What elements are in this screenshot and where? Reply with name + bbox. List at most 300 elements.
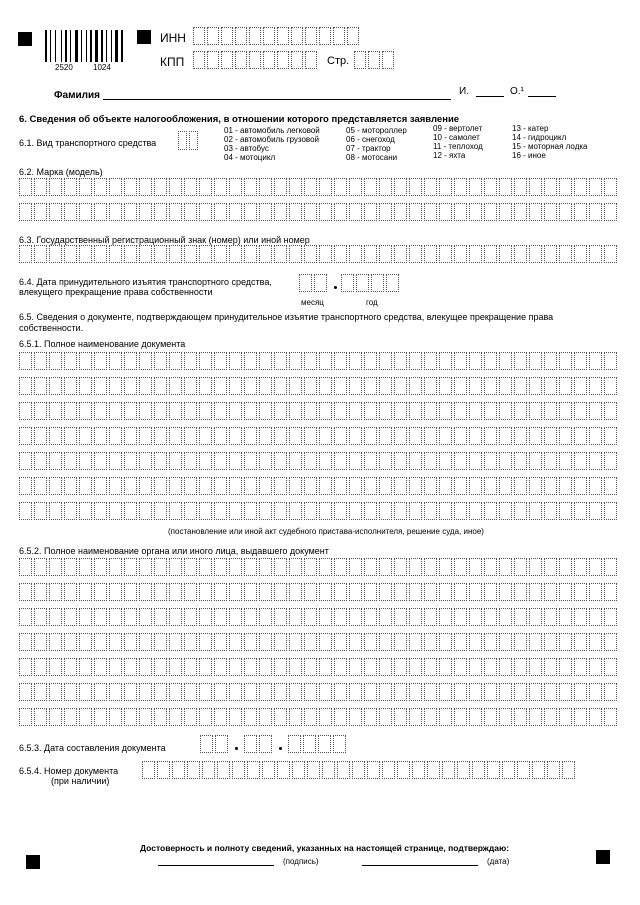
char-cell[interactable] xyxy=(544,352,557,370)
char-cell[interactable] xyxy=(154,633,167,651)
char-cell[interactable] xyxy=(184,402,197,420)
char-cell[interactable] xyxy=(274,683,287,701)
char-cell[interactable] xyxy=(454,245,467,263)
char-cell[interactable] xyxy=(288,735,301,753)
char-cell[interactable] xyxy=(439,452,452,470)
char-cell[interactable] xyxy=(409,245,422,263)
char-cell[interactable] xyxy=(544,502,557,520)
char-cell[interactable] xyxy=(49,352,62,370)
char-cell[interactable] xyxy=(221,51,233,69)
char-cell[interactable] xyxy=(109,502,122,520)
char-cell[interactable] xyxy=(349,452,362,470)
char-cell[interactable] xyxy=(409,658,422,676)
char-cell[interactable] xyxy=(139,377,152,395)
char-cell[interactable] xyxy=(544,203,557,221)
char-cell[interactable] xyxy=(184,608,197,626)
char-cell[interactable] xyxy=(289,708,302,726)
char-cell[interactable] xyxy=(394,608,407,626)
char-cell[interactable] xyxy=(347,27,359,45)
char-cell[interactable] xyxy=(289,178,302,196)
char-cell[interactable] xyxy=(334,558,347,576)
char-cell[interactable] xyxy=(274,245,287,263)
char-cell[interactable] xyxy=(394,558,407,576)
char-cell[interactable] xyxy=(259,477,272,495)
char-cell[interactable] xyxy=(364,502,377,520)
char-cell[interactable] xyxy=(214,427,227,445)
char-cell[interactable] xyxy=(289,608,302,626)
char-cell[interactable] xyxy=(499,427,512,445)
char-cell[interactable] xyxy=(139,477,152,495)
char-cell[interactable] xyxy=(154,427,167,445)
char-cell[interactable] xyxy=(394,708,407,726)
char-cell[interactable] xyxy=(124,683,137,701)
char-cell[interactable] xyxy=(532,761,545,779)
char-cell[interactable] xyxy=(19,683,32,701)
char-cell[interactable] xyxy=(319,178,332,196)
char-cell[interactable] xyxy=(274,178,287,196)
char-cell[interactable] xyxy=(529,427,542,445)
char-cell[interactable] xyxy=(49,583,62,601)
char-cell[interactable] xyxy=(409,477,422,495)
char-cell[interactable] xyxy=(262,761,275,779)
char-cell[interactable] xyxy=(139,658,152,676)
char-cell[interactable] xyxy=(349,558,362,576)
char-cell[interactable] xyxy=(34,558,47,576)
char-cell[interactable] xyxy=(424,608,437,626)
char-cell[interactable] xyxy=(529,583,542,601)
char-cell[interactable] xyxy=(94,427,107,445)
char-cell[interactable] xyxy=(356,274,369,292)
char-cell[interactable] xyxy=(199,377,212,395)
char-cell[interactable] xyxy=(199,452,212,470)
char-cell[interactable] xyxy=(604,633,617,651)
char-cell[interactable] xyxy=(319,203,332,221)
char-cell[interactable] xyxy=(244,452,257,470)
char-cell[interactable] xyxy=(244,683,257,701)
char-cell[interactable] xyxy=(319,608,332,626)
char-cell[interactable] xyxy=(334,452,347,470)
char-cell[interactable] xyxy=(439,558,452,576)
char-cell[interactable] xyxy=(169,558,182,576)
char-cell[interactable] xyxy=(124,477,137,495)
char-cell[interactable] xyxy=(79,203,92,221)
char-cell[interactable] xyxy=(229,427,242,445)
char-cell[interactable] xyxy=(334,658,347,676)
vehicle-type-field[interactable] xyxy=(178,131,198,150)
char-cell[interactable] xyxy=(154,708,167,726)
char-cell[interactable] xyxy=(559,658,572,676)
char-cell[interactable] xyxy=(34,452,47,470)
seizure-year-field[interactable] xyxy=(341,274,399,292)
char-cell[interactable] xyxy=(424,203,437,221)
char-cell[interactable] xyxy=(124,502,137,520)
char-cell[interactable] xyxy=(529,452,542,470)
char-cell[interactable] xyxy=(349,427,362,445)
char-cell[interactable] xyxy=(499,583,512,601)
doc-name-field-row-7[interactable] xyxy=(19,502,617,520)
char-cell[interactable] xyxy=(229,708,242,726)
char-cell[interactable] xyxy=(514,502,527,520)
char-cell[interactable] xyxy=(207,51,219,69)
char-cell[interactable] xyxy=(214,633,227,651)
char-cell[interactable] xyxy=(349,658,362,676)
char-cell[interactable] xyxy=(439,708,452,726)
char-cell[interactable] xyxy=(229,502,242,520)
char-cell[interactable] xyxy=(94,633,107,651)
char-cell[interactable] xyxy=(454,608,467,626)
char-cell[interactable] xyxy=(49,608,62,626)
char-cell[interactable] xyxy=(589,583,602,601)
char-cell[interactable] xyxy=(529,352,542,370)
char-cell[interactable] xyxy=(364,178,377,196)
char-cell[interactable] xyxy=(259,377,272,395)
char-cell[interactable] xyxy=(364,708,377,726)
char-cell[interactable] xyxy=(139,203,152,221)
char-cell[interactable] xyxy=(184,245,197,263)
char-cell[interactable] xyxy=(34,633,47,651)
char-cell[interactable] xyxy=(184,633,197,651)
char-cell[interactable] xyxy=(34,683,47,701)
char-cell[interactable] xyxy=(259,633,272,651)
char-cell[interactable] xyxy=(514,633,527,651)
char-cell[interactable] xyxy=(364,452,377,470)
char-cell[interactable] xyxy=(319,477,332,495)
char-cell[interactable] xyxy=(19,427,32,445)
char-cell[interactable] xyxy=(154,658,167,676)
char-cell[interactable] xyxy=(409,633,422,651)
char-cell[interactable] xyxy=(244,477,257,495)
char-cell[interactable] xyxy=(19,245,32,263)
char-cell[interactable] xyxy=(249,51,261,69)
doc-name-field-row-1[interactable] xyxy=(19,352,617,370)
char-cell[interactable] xyxy=(334,683,347,701)
char-cell[interactable] xyxy=(109,203,122,221)
char-cell[interactable] xyxy=(215,735,228,753)
char-cell[interactable] xyxy=(94,583,107,601)
char-cell[interactable] xyxy=(94,402,107,420)
char-cell[interactable] xyxy=(379,245,392,263)
char-cell[interactable] xyxy=(109,427,122,445)
char-cell[interactable] xyxy=(274,402,287,420)
char-cell[interactable] xyxy=(514,683,527,701)
char-cell[interactable] xyxy=(79,452,92,470)
char-cell[interactable] xyxy=(139,502,152,520)
char-cell[interactable] xyxy=(371,274,384,292)
char-cell[interactable] xyxy=(604,502,617,520)
char-cell[interactable] xyxy=(499,502,512,520)
char-cell[interactable] xyxy=(19,352,32,370)
char-cell[interactable] xyxy=(394,377,407,395)
char-cell[interactable] xyxy=(94,708,107,726)
char-cell[interactable] xyxy=(499,708,512,726)
char-cell[interactable] xyxy=(79,683,92,701)
char-cell[interactable] xyxy=(499,402,512,420)
char-cell[interactable] xyxy=(169,427,182,445)
char-cell[interactable] xyxy=(49,708,62,726)
char-cell[interactable] xyxy=(499,203,512,221)
char-cell[interactable] xyxy=(274,452,287,470)
char-cell[interactable] xyxy=(49,683,62,701)
char-cell[interactable] xyxy=(199,245,212,263)
char-cell[interactable] xyxy=(319,245,332,263)
char-cell[interactable] xyxy=(454,708,467,726)
char-cell[interactable] xyxy=(193,51,205,69)
doc-name-field-row-5[interactable] xyxy=(19,452,617,470)
char-cell[interactable] xyxy=(229,402,242,420)
char-cell[interactable] xyxy=(364,245,377,263)
char-cell[interactable] xyxy=(484,377,497,395)
char-cell[interactable] xyxy=(289,558,302,576)
kpp-field[interactable] xyxy=(193,51,317,69)
char-cell[interactable] xyxy=(154,245,167,263)
char-cell[interactable] xyxy=(559,203,572,221)
char-cell[interactable] xyxy=(394,658,407,676)
char-cell[interactable] xyxy=(139,608,152,626)
char-cell[interactable] xyxy=(364,683,377,701)
char-cell[interactable] xyxy=(334,708,347,726)
char-cell[interactable] xyxy=(304,502,317,520)
char-cell[interactable] xyxy=(289,658,302,676)
char-cell[interactable] xyxy=(154,402,167,420)
char-cell[interactable] xyxy=(214,658,227,676)
char-cell[interactable] xyxy=(94,245,107,263)
char-cell[interactable] xyxy=(484,352,497,370)
char-cell[interactable] xyxy=(274,502,287,520)
char-cell[interactable] xyxy=(499,377,512,395)
char-cell[interactable] xyxy=(499,452,512,470)
brand-field-row-2[interactable] xyxy=(19,203,617,221)
char-cell[interactable] xyxy=(304,558,317,576)
issuer-field-row-3[interactable] xyxy=(19,608,617,626)
char-cell[interactable] xyxy=(304,377,317,395)
char-cell[interactable] xyxy=(124,558,137,576)
char-cell[interactable] xyxy=(364,477,377,495)
char-cell[interactable] xyxy=(604,558,617,576)
char-cell[interactable] xyxy=(574,245,587,263)
char-cell[interactable] xyxy=(454,402,467,420)
char-cell[interactable] xyxy=(34,708,47,726)
char-cell[interactable] xyxy=(604,427,617,445)
char-cell[interactable] xyxy=(154,178,167,196)
char-cell[interactable] xyxy=(379,402,392,420)
char-cell[interactable] xyxy=(214,502,227,520)
char-cell[interactable] xyxy=(574,708,587,726)
char-cell[interactable] xyxy=(394,633,407,651)
char-cell[interactable] xyxy=(79,608,92,626)
char-cell[interactable] xyxy=(319,502,332,520)
char-cell[interactable] xyxy=(484,633,497,651)
char-cell[interactable] xyxy=(589,633,602,651)
char-cell[interactable] xyxy=(304,452,317,470)
char-cell[interactable] xyxy=(559,245,572,263)
char-cell[interactable] xyxy=(139,683,152,701)
char-cell[interactable] xyxy=(379,178,392,196)
char-cell[interactable] xyxy=(319,377,332,395)
char-cell[interactable] xyxy=(199,477,212,495)
char-cell[interactable] xyxy=(484,502,497,520)
char-cell[interactable] xyxy=(214,352,227,370)
char-cell[interactable] xyxy=(79,377,92,395)
char-cell[interactable] xyxy=(64,245,77,263)
char-cell[interactable] xyxy=(109,245,122,263)
char-cell[interactable] xyxy=(19,708,32,726)
char-cell[interactable] xyxy=(484,583,497,601)
char-cell[interactable] xyxy=(319,633,332,651)
char-cell[interactable] xyxy=(574,658,587,676)
char-cell[interactable] xyxy=(574,377,587,395)
char-cell[interactable] xyxy=(169,452,182,470)
char-cell[interactable] xyxy=(64,203,77,221)
char-cell[interactable] xyxy=(229,477,242,495)
char-cell[interactable] xyxy=(244,633,257,651)
char-cell[interactable] xyxy=(364,427,377,445)
char-cell[interactable] xyxy=(199,402,212,420)
char-cell[interactable] xyxy=(469,245,482,263)
char-cell[interactable] xyxy=(184,658,197,676)
char-cell[interactable] xyxy=(499,352,512,370)
char-cell[interactable] xyxy=(544,683,557,701)
char-cell[interactable] xyxy=(424,352,437,370)
char-cell[interactable] xyxy=(184,477,197,495)
char-cell[interactable] xyxy=(379,452,392,470)
char-cell[interactable] xyxy=(244,178,257,196)
char-cell[interactable] xyxy=(274,558,287,576)
char-cell[interactable] xyxy=(379,633,392,651)
char-cell[interactable] xyxy=(454,477,467,495)
char-cell[interactable] xyxy=(304,633,317,651)
char-cell[interactable] xyxy=(499,683,512,701)
char-cell[interactable] xyxy=(529,708,542,726)
char-cell[interactable] xyxy=(454,427,467,445)
char-cell[interactable] xyxy=(259,583,272,601)
char-cell[interactable] xyxy=(469,452,482,470)
char-cell[interactable] xyxy=(379,502,392,520)
char-cell[interactable] xyxy=(349,683,362,701)
char-cell[interactable] xyxy=(589,708,602,726)
doc-name-field-row-3[interactable] xyxy=(19,402,617,420)
char-cell[interactable] xyxy=(333,27,345,45)
char-cell[interactable] xyxy=(424,452,437,470)
char-cell[interactable] xyxy=(124,377,137,395)
char-cell[interactable] xyxy=(439,477,452,495)
char-cell[interactable] xyxy=(34,583,47,601)
char-cell[interactable] xyxy=(214,245,227,263)
char-cell[interactable] xyxy=(202,761,215,779)
char-cell[interactable] xyxy=(589,608,602,626)
char-cell[interactable] xyxy=(94,608,107,626)
initial-i-input[interactable] xyxy=(476,96,504,97)
char-cell[interactable] xyxy=(334,245,347,263)
char-cell[interactable] xyxy=(229,558,242,576)
char-cell[interactable] xyxy=(409,178,422,196)
char-cell[interactable] xyxy=(604,608,617,626)
char-cell[interactable] xyxy=(289,427,302,445)
char-cell[interactable] xyxy=(439,608,452,626)
char-cell[interactable] xyxy=(34,658,47,676)
char-cell[interactable] xyxy=(49,502,62,520)
char-cell[interactable] xyxy=(305,27,317,45)
char-cell[interactable] xyxy=(341,274,354,292)
char-cell[interactable] xyxy=(259,178,272,196)
char-cell[interactable] xyxy=(187,761,200,779)
char-cell[interactable] xyxy=(559,427,572,445)
char-cell[interactable] xyxy=(184,558,197,576)
char-cell[interactable] xyxy=(94,203,107,221)
char-cell[interactable] xyxy=(409,452,422,470)
surname-input[interactable] xyxy=(103,99,451,100)
char-cell[interactable] xyxy=(79,427,92,445)
char-cell[interactable] xyxy=(424,683,437,701)
char-cell[interactable] xyxy=(454,203,467,221)
char-cell[interactable] xyxy=(499,477,512,495)
char-cell[interactable] xyxy=(64,583,77,601)
char-cell[interactable] xyxy=(169,203,182,221)
char-cell[interactable] xyxy=(439,502,452,520)
char-cell[interactable] xyxy=(319,683,332,701)
char-cell[interactable] xyxy=(604,377,617,395)
char-cell[interactable] xyxy=(334,477,347,495)
char-cell[interactable] xyxy=(364,633,377,651)
char-cell[interactable] xyxy=(574,477,587,495)
char-cell[interactable] xyxy=(469,178,482,196)
char-cell[interactable] xyxy=(274,633,287,651)
char-cell[interactable] xyxy=(484,708,497,726)
char-cell[interactable] xyxy=(354,51,366,69)
char-cell[interactable] xyxy=(319,583,332,601)
char-cell[interactable] xyxy=(124,658,137,676)
char-cell[interactable] xyxy=(604,178,617,196)
char-cell[interactable] xyxy=(529,377,542,395)
char-cell[interactable] xyxy=(289,203,302,221)
char-cell[interactable] xyxy=(454,558,467,576)
char-cell[interactable] xyxy=(124,583,137,601)
char-cell[interactable] xyxy=(514,352,527,370)
char-cell[interactable] xyxy=(364,558,377,576)
char-cell[interactable] xyxy=(169,352,182,370)
char-cell[interactable] xyxy=(274,427,287,445)
char-cell[interactable] xyxy=(589,178,602,196)
char-cell[interactable] xyxy=(349,377,362,395)
char-cell[interactable] xyxy=(244,203,257,221)
char-cell[interactable] xyxy=(322,761,335,779)
char-cell[interactable] xyxy=(484,245,497,263)
char-cell[interactable] xyxy=(49,658,62,676)
char-cell[interactable] xyxy=(454,583,467,601)
char-cell[interactable] xyxy=(244,377,257,395)
char-cell[interactable] xyxy=(514,377,527,395)
char-cell[interactable] xyxy=(139,558,152,576)
char-cell[interactable] xyxy=(409,583,422,601)
char-cell[interactable] xyxy=(484,178,497,196)
char-cell[interactable] xyxy=(304,352,317,370)
signature-input[interactable] xyxy=(158,865,274,866)
char-cell[interactable] xyxy=(589,377,602,395)
char-cell[interactable] xyxy=(207,27,219,45)
char-cell[interactable] xyxy=(379,477,392,495)
char-cell[interactable] xyxy=(439,203,452,221)
char-cell[interactable] xyxy=(214,477,227,495)
char-cell[interactable] xyxy=(379,583,392,601)
char-cell[interactable] xyxy=(334,427,347,445)
date-input[interactable] xyxy=(362,865,478,866)
char-cell[interactable] xyxy=(109,477,122,495)
issuer-field-row-1[interactable] xyxy=(19,558,617,576)
char-cell[interactable] xyxy=(529,203,542,221)
char-cell[interactable] xyxy=(244,658,257,676)
char-cell[interactable] xyxy=(259,558,272,576)
char-cell[interactable] xyxy=(559,352,572,370)
char-cell[interactable] xyxy=(214,583,227,601)
